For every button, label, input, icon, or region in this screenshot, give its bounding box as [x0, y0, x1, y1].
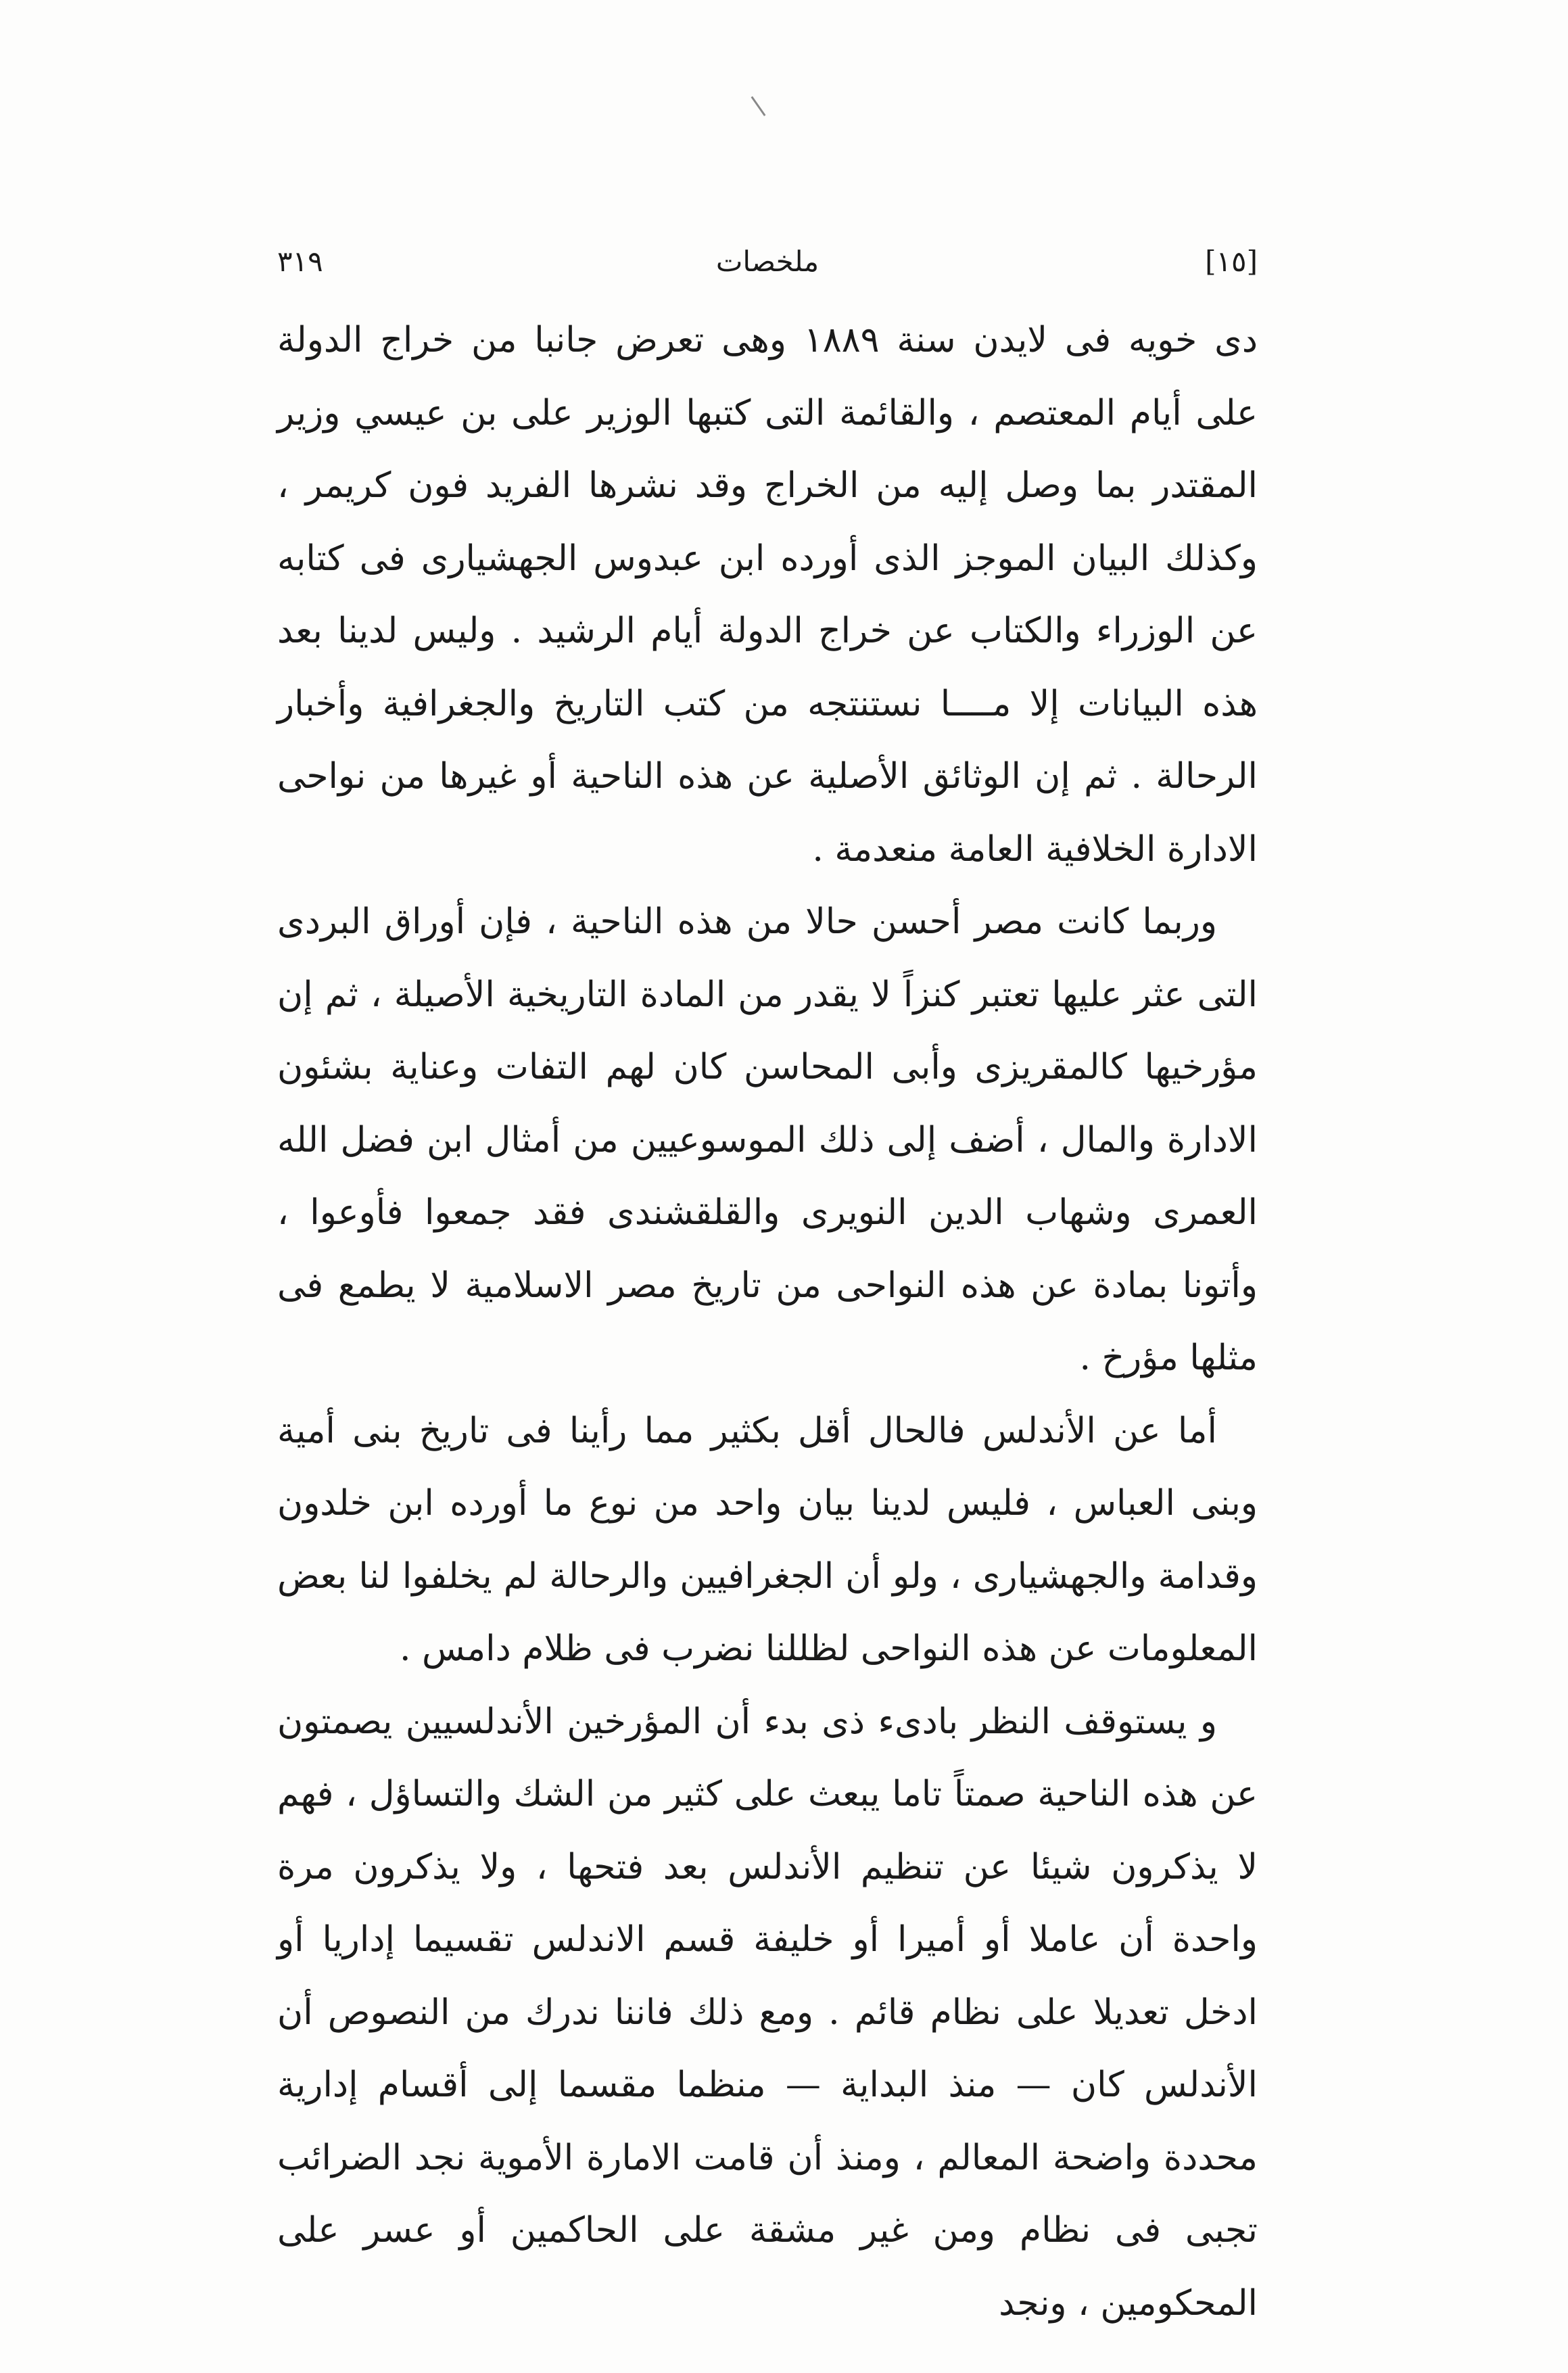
header-title: ملخصات [715, 245, 819, 278]
page-number: ٣١٩ [277, 245, 323, 278]
paragraph-4: و يستوقف النظر بادىء ذى بدء أن المؤرخين الأندلسيين يصمتون عن هذه الناحية صمتاً تاما يبعث على كثير من الشك والتساؤل ، فهم لا يذكرون شيئا عن تنظيم الأندلس بعد فتحها ، ولا يذكرون مرة واحدة أن عاملا أو أميرا أو خليفة قسم الاندلس تقسيما إداريا أو ادخل تعديلا على نظام قائم . ومع ذلك فاننا ندرك من النصوص أن الأندلس كان — منذ البداية — منظما مقسما إلى أقسام إدارية محددة واضحة المعالم ، ومنذ أن قامت الامارة الأموية نجد الضرائب تجبى فى نظام ومن غير مشقة على الحاكمين أو عسر على المحكومين ، ونجد [277, 1701, 1258, 2324]
paragraph-3: أما عن الأندلس فالحال أقل بكثير مما رأينا فى تاريخ بنى أمية وبنى العباس ، فليس لدينا بيان واحد من نوع ما أورده ابن خلدون وقدامة والجهشيارى ، ولو أن الجغرافيين والرحالة لم يخلفوا لنا بعض المعلومات عن هذه النواحى لظللنا نضرب فى ظلام دامس . [277, 1410, 1258, 1669]
body-text [277, 304, 1258, 2340]
scan-mark [751, 96, 766, 116]
running-header [277, 245, 1258, 292]
section-bracket: [١٥] [1205, 245, 1258, 278]
paragraph-1: دى خويه فى لايدن سنة ١٨٨٩ وهى تعرض جانبا من خراج الدولة على أيام المعتصم ، والقائمة التى كتبها الوزير على بن عيسي وزير المقتدر بما وصل إليه من الخراج وقد نشرها الفريد فون كريمر ، وكذلك البيان الموجز الذى أورده ابن عبدوس الجهشيارى فى كتابه عن الوزراء والكتاب عن خراج الدولة أيام الرشيد . وليس لدينا بعد هذه البيانات إلا مــــا نستنتجه من كتب التاريخ والجغرافية وأخبار الرحالة . ثم إن الوثائق الأصلية عن هذه الناحية أو غيرها من نواحى الادارة الخلافية العامة منعدمة . [277, 320, 1258, 870]
paragraph-2: وربما كانت مصر أحسن حالا من هذه الناحية ، فإن أوراق البردى التى عثر عليها تعتبر كنزاً لا يقدر من المادة التاريخية الأصيلة ، ثم إن مؤرخيها كالمقريزى وأبى المحاسن كان لهم التفات وعناية بشئون الادارة والمال ، أضف إلى ذلك الموسوعيين من أمثال ابن فضل الله العمرى وشهاب الدين النويرى والقلقشندى فقد جمعوا فأوعوا ، وأتونا بمادة عن هذه النواحى من تاريخ مصر الاسلامية لا يطمع فى مثلها مؤرخ . [277, 901, 1258, 1378]
